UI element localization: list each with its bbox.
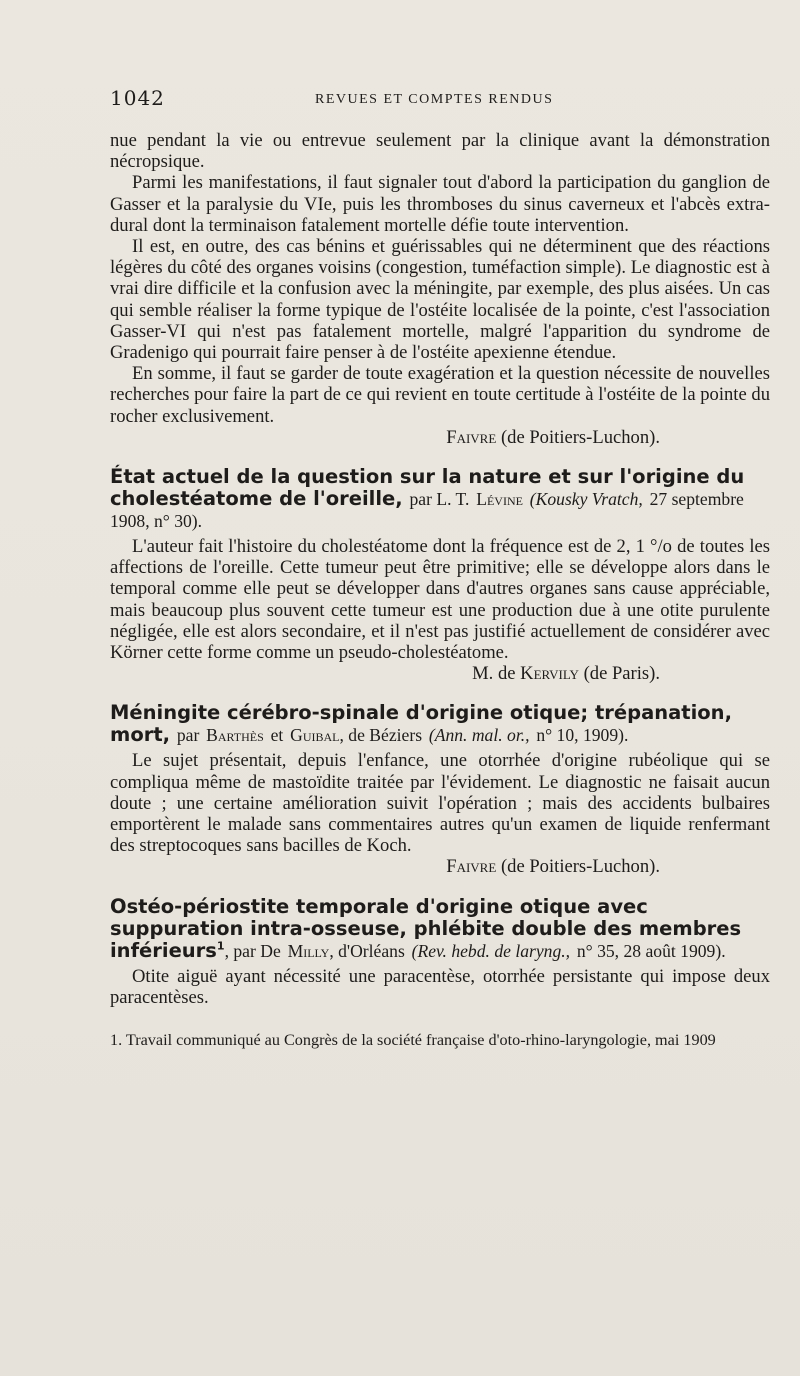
signature-prefix: M. de [472, 663, 516, 685]
article-issue: n° 35, 28 août 1909). [576, 940, 726, 961]
article-author: Lévine [476, 489, 523, 510]
signature-name: Kervily [520, 663, 579, 685]
page-header [110, 86, 770, 116]
signature-name: Faivre [446, 856, 497, 878]
article-title: Ostéo-périostite temporale d'origine otique avec suppuration intra-osseuse, phlébite double des membres inférieurs [110, 894, 742, 962]
review-signature [110, 427, 770, 448]
article-author: Milly [287, 940, 330, 961]
article-title: État actuel de la question sur la nature et sur l'origine du cholestéatome de l'oreille, [110, 465, 745, 511]
article-date: 27 septembre 1908, n° 30). [110, 489, 744, 532]
article-author: Barthès [206, 725, 264, 746]
article-conjunction: et [270, 725, 284, 746]
paragraph: Il est, en outre, des cas bénins et guérissables qui ne déterminent que des réactions légères du côté des organes voisins (congestion, tuméfaction simple). Le diagnostic est à vrai dire difficile et la confusion avec la méningite, par exemple, des plus aisées. Un cas qui semble réaliser la forme typique de l'ostéite localisée de la pointe, c'est l'association Gasser-VI qui n'est pas fatalement mortelle, malgré l'apparition du syndrome de Gradenigo qui pourrait faire penser à de l'ostéite apexienne étendue. [110, 236, 770, 364]
paragraph: L'auteur fait l'histoire du cholestéatome dont la fréquence est de 2, 1 °/o de toutes les affections de l'oreille. Cette tumeur peut être primitive; elle se développe alors dans le temporal comme elle peut se développer dans d'autres organes sans cause appréciable, mais beaucoup plus souvent cette tumeur est une production due à une otite purulente négligée, elle est alors secondaire, et il n'est pas justifié actuellement de considérer avec Körner cette forme comme un pseudo-cholestéatome. [110, 536, 770, 664]
footnote-marker: 1 [216, 939, 225, 953]
article-journal: (Ann. mal. or., [428, 725, 530, 746]
article-byline: par [176, 725, 200, 746]
article-author: Guibal [290, 725, 340, 746]
review-signature [110, 663, 770, 684]
article-heading [110, 702, 770, 746]
article-journal: (Rev. hebd. de laryng., [411, 940, 571, 961]
article-byline: par L. T. [409, 489, 470, 510]
article-issue: n° 10, 1909). [536, 725, 629, 746]
paragraph: nue pendant la vie ou entrevue seulement par la clinique avant la démonstration nécropsique. [110, 130, 770, 173]
review-signature [110, 856, 770, 877]
signature-place: (de Poitiers-Luchon). [500, 856, 660, 878]
article-place: , d'Orléans [329, 940, 405, 961]
paragraph: Otite aiguë ayant nécessité une paracentèse, otorrhée persistante qui impose deux paracentèses. [110, 965, 770, 1008]
footnote: 1. Travail communiqué au Congrès de la société française d'oto-rhino-laryngologie, mai 1909 [110, 1031, 716, 1050]
article-place: , de Béziers [339, 725, 423, 746]
paragraph: Le sujet présentait, depuis l'enfance, une otorrhée d'origine rubéolique qui se compliqua même de mastoïdite traitée par l'évidement. Le diagnostic ne faisait aucun doute ; une certaine amélioration suivit l'opération ; mais des accidents bulbaires emportèrent le malade sans commentaires autres qu'un examen de liquide renfermant des streptocoques sans bacilles de Koch. [110, 750, 770, 857]
article-journal: (Kousky Vratch, [529, 489, 643, 510]
article-byline: , par De [224, 940, 281, 961]
page-body [110, 130, 770, 1067]
article-heading [110, 896, 770, 962]
article-heading [110, 466, 770, 532]
article-title: Méningite cérébro-spinale d'origine otique; trépanation, mort, [110, 701, 732, 747]
signature-name: Faivre [446, 426, 497, 448]
running-title: REVUES ET COMPTES RENDUS [315, 92, 554, 107]
page-number: 1042 [110, 86, 165, 110]
paragraph: Parmi les manifestations, il faut signaler tout d'abord la participation du ganglion de Gasser et la paralysie du VIe, puis les thromboses du sinus caverneux et l'abcès extra-dural dont la terminaison fatalement mortelle défie toute intervention. [110, 172, 770, 236]
paragraph: En somme, il faut se garder de toute exagération et la question nécessite de nouvelles recherches pour faire la part de ce qui revient en toute certitude à l'ostéite de la pointe du rocher exclusivement. [110, 363, 770, 427]
signature-place: (de Poitiers-Luchon). [500, 426, 660, 448]
signature-place: (de Paris). [583, 663, 660, 685]
